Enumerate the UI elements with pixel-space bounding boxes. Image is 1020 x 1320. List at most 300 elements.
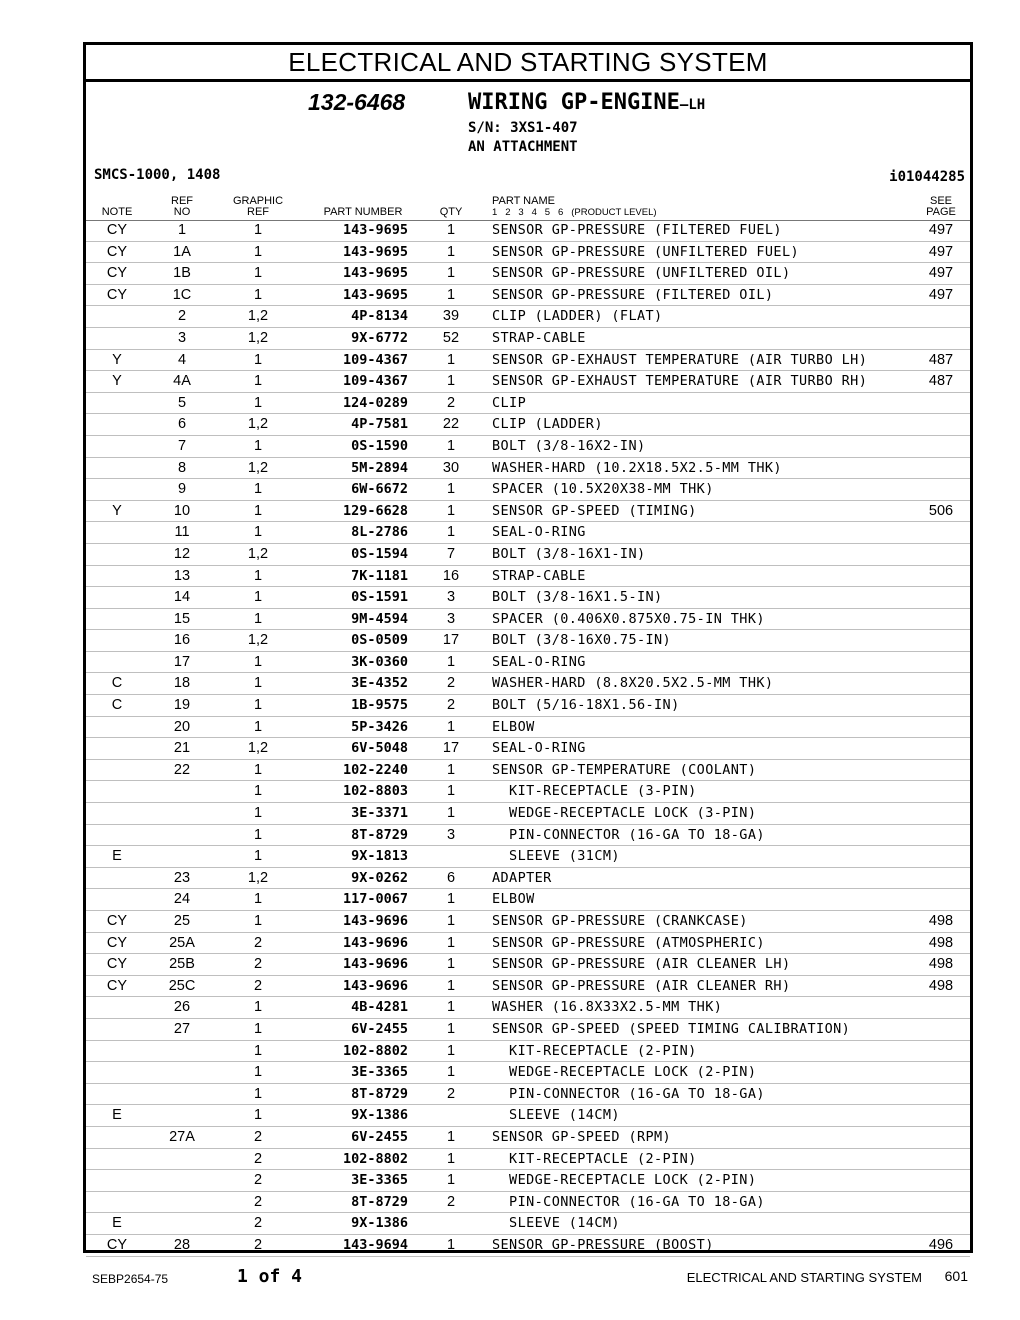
see-page-cell: 498 [928, 913, 954, 929]
part-number-cell: 143-9696 [342, 977, 408, 994]
table-row [86, 609, 970, 631]
part-number-cell: 7K-1181 [351, 567, 408, 584]
note-cell: CY [106, 956, 128, 973]
part-name-cell: WEDGE-RECEPTACLE LOCK (3-PIN) [492, 805, 757, 822]
qty-cell: 1 [446, 977, 456, 994]
part-number-cell: 5M-2894 [351, 459, 408, 476]
part-name-cell: PIN-CONNECTOR (16-GA TO 18-GA) [492, 1085, 765, 1102]
note-cell: CY [106, 243, 128, 260]
part-number-cell: 4P-8134 [351, 308, 408, 325]
part-number-cell: 0S-1591 [351, 589, 408, 606]
parts-page-frame [83, 42, 973, 1253]
graphic-ref-cell: 1 [253, 761, 263, 778]
part-name-cell: SENSOR GP-SPEED (RPM) [492, 1128, 672, 1145]
ref-no-cell: 25 [173, 913, 191, 929]
graphic-ref-cell: 1 [253, 913, 263, 929]
ref-no-cell: 15 [173, 610, 191, 627]
part-name-cell: SEAL-O-RING [492, 524, 586, 541]
part-name-cell: SENSOR GP-PRESSURE (BOOST) [492, 1236, 714, 1253]
graphic-ref-cell: 1 [253, 1042, 263, 1059]
part-number-cell: 124-0289 [342, 394, 408, 411]
graphic-ref-cell: 1 [253, 999, 263, 1016]
part-number-cell: 4P-7581 [351, 416, 408, 433]
ref-no-cell: 2 [177, 308, 187, 325]
header-part-name: PART NAME [492, 195, 555, 207]
ref-no-cell: 18 [173, 675, 191, 692]
ref-no-cell: 1B [173, 265, 191, 282]
table-row [86, 1084, 970, 1106]
qty-cell: 1 [446, 783, 456, 800]
ref-no-cell: 8 [177, 459, 187, 476]
group-name: WIRING GP-ENGINE [468, 90, 680, 115]
part-number-cell: 3E-3365 [351, 1172, 408, 1189]
part-name-cell: PIN-CONNECTOR (16-GA TO 18-GA) [492, 1193, 765, 1210]
graphic-ref-cell: 1 [253, 265, 263, 282]
part-name-cell: SENSOR GP-PRESSURE (FILTERED FUEL) [492, 222, 782, 238]
graphic-ref-cell: 1 [253, 783, 263, 800]
table-row [86, 1170, 970, 1192]
part-number-cell: 5P-3426 [351, 718, 408, 735]
graphic-ref-cell: 1 [253, 826, 263, 843]
graphic-ref-cell: 1 [253, 481, 263, 498]
note-cell: CY [106, 286, 128, 303]
part-number-cell: 9X-1386 [351, 1107, 408, 1124]
header-see-line2: PAGE [926, 206, 956, 218]
footer-doc-id: SEBP2654-75 [92, 1272, 169, 1286]
part-name-cell: SENSOR GP-PRESSURE (UNFILTERED OIL) [492, 265, 791, 282]
qty-cell: 6 [446, 869, 456, 886]
qty-cell: 1 [446, 265, 456, 282]
attachment-label: AN ATTACHMENT [468, 139, 578, 155]
part-name-cell: BOLT (3/8-16X2-IN) [492, 437, 646, 454]
qty-cell: 1 [446, 761, 456, 778]
qty-cell: 16 [442, 567, 460, 584]
qty-cell: 2 [446, 697, 456, 714]
header-ref-line1: REF [171, 195, 193, 207]
graphic-ref-cell: 1,2 [247, 416, 269, 433]
graphic-ref-cell: 1 [253, 805, 263, 822]
part-name-cell: SLEEVE (31CM) [492, 848, 620, 865]
table-row [86, 1213, 970, 1235]
qty-cell: 1 [446, 1150, 456, 1167]
table-row [86, 242, 970, 264]
part-number-cell: 3K-0360 [351, 653, 408, 670]
table-row [86, 868, 970, 890]
part-number-cell: 9X-1813 [351, 848, 408, 865]
qty-cell: 1 [446, 913, 456, 929]
section-title: ELECTRICAL AND STARTING SYSTEM [86, 45, 970, 82]
table-row [86, 414, 970, 436]
ref-no-cell: 16 [173, 632, 191, 649]
note-cell: CY [106, 1236, 128, 1253]
ref-no-cell: 25C [168, 977, 196, 994]
part-name-cell: KIT-RECEPTACLE (3-PIN) [492, 783, 697, 800]
qty-cell: 3 [446, 610, 456, 627]
graphic-ref-cell: 1 [253, 567, 263, 584]
graphic-ref-cell: 1 [253, 502, 263, 519]
table-row [86, 976, 970, 998]
part-name-cell: WASHER (16.8X33X2.5-MM THK) [492, 999, 723, 1016]
part-name-cell: SENSOR GP-PRESSURE (ATMOSPHERIC) [492, 934, 765, 951]
part-number-cell: 0S-1590 [351, 437, 408, 454]
qty-cell: 3 [446, 589, 456, 606]
note-cell: E [112, 1215, 122, 1232]
see-page-cell: 497 [928, 243, 954, 260]
table-row [86, 1019, 970, 1041]
table-row [86, 371, 970, 393]
group-side: —LH [679, 97, 706, 113]
qty-cell: 1 [446, 1236, 456, 1253]
part-number-cell: 102-2240 [342, 761, 408, 778]
qty-cell: 1 [446, 891, 456, 908]
qty-cell: 1 [446, 956, 456, 973]
header-ref-no [152, 196, 212, 218]
header-part-number: PART NUMBER [323, 206, 403, 218]
part-number-cell: 143-9695 [342, 222, 408, 238]
part-number-cell: 6V-5048 [351, 740, 408, 757]
part-name-cell: CLIP [492, 394, 527, 411]
table-row [86, 458, 970, 480]
table-row [86, 1149, 970, 1171]
table-row [86, 673, 970, 695]
table-row [86, 997, 970, 1019]
part-name-cell: WASHER-HARD (8.8X20.5X2.5-MM THK) [492, 675, 774, 692]
table-row [86, 717, 970, 739]
part-name-cell: CLIP (LADDER) (FLAT) [492, 308, 663, 325]
table-row [86, 501, 970, 523]
ref-no-cell: 4 [177, 351, 187, 368]
note-cell: CY [106, 222, 128, 238]
part-name-cell: SLEEVE (14CM) [492, 1107, 620, 1124]
graphic-ref-cell: 1 [253, 351, 263, 368]
part-number-cell: 9M-4594 [351, 610, 408, 627]
qty-cell: 1 [446, 1042, 456, 1059]
part-number-cell: 9X-1386 [351, 1215, 408, 1232]
qty-cell: 1 [446, 653, 456, 670]
qty-cell: 1 [446, 481, 456, 498]
qty-cell: 1 [446, 222, 456, 238]
part-name-cell: ELBOW [492, 891, 535, 908]
graphic-ref-cell: 1,2 [247, 869, 269, 886]
ref-no-cell: 24 [173, 891, 191, 908]
table-row [86, 846, 970, 868]
part-number-cell: 3E-3371 [351, 805, 408, 822]
graphic-ref-cell: 1 [253, 589, 263, 606]
ref-no-cell: 25B [169, 956, 195, 973]
header-see-line1: SEE [929, 195, 952, 207]
table-row [86, 825, 970, 847]
graphic-ref-cell: 1 [253, 524, 263, 541]
part-name-cell: ADAPTER [492, 869, 552, 886]
part-name-cell: PIN-CONNECTOR (16-GA TO 18-GA) [492, 826, 765, 843]
graphic-ref-cell: 1 [253, 1064, 263, 1081]
part-name-cell: SENSOR GP-PRESSURE (AIR CLEANER LH) [492, 956, 791, 973]
qty-cell: 22 [442, 416, 460, 433]
footer-page-of: 1 of 4 [237, 1266, 303, 1287]
part-name-cell: SENSOR GP-TEMPERATURE (COOLANT) [492, 761, 757, 778]
part-name-cell: SENSOR GP-PRESSURE (AIR CLEANER RH) [492, 977, 791, 994]
graphic-ref-cell: 1,2 [247, 308, 269, 325]
table-row [86, 695, 970, 717]
part-name-cell: SPACER (0.406X0.875X0.75-IN THK) [492, 610, 765, 627]
table-row [86, 1062, 970, 1084]
qty-cell: 1 [446, 718, 456, 735]
part-name-cell: SENSOR GP-EXHAUST TEMPERATURE (AIR TURBO LH) [492, 351, 868, 368]
header-ref-line2: NO [173, 206, 191, 218]
ref-no-cell: 26 [173, 999, 191, 1016]
ref-no-cell: 12 [173, 545, 191, 562]
part-name-cell: BOLT (3/8-16X1-IN) [492, 545, 646, 562]
graphic-ref-cell: 1 [253, 891, 263, 908]
qty-cell: 1 [446, 373, 456, 390]
part-name-cell: WASHER-HARD (10.2X18.5X2.5-MM THK) [492, 459, 782, 476]
part-number-cell: 143-9695 [342, 286, 408, 303]
note-cell: C [111, 697, 123, 714]
note-cell: Y [112, 502, 122, 519]
ref-no-cell: 21 [173, 740, 191, 757]
part-name-cell: SENSOR GP-PRESSURE (CRANKCASE) [492, 913, 748, 929]
table-row [86, 220, 970, 242]
graphic-ref-cell: 1 [253, 222, 263, 238]
ref-no-cell: 19 [173, 697, 191, 714]
qty-cell: 52 [442, 329, 460, 346]
part-number-cell: 3E-3365 [351, 1064, 408, 1081]
graphic-ref-cell: 2 [253, 1215, 263, 1232]
table-row [86, 1127, 970, 1149]
table-row [86, 781, 970, 803]
table-row [86, 1105, 970, 1127]
table-row [86, 1235, 970, 1257]
part-name-cell: SENSOR GP-PRESSURE (UNFILTERED FUEL) [492, 243, 799, 260]
part-number-cell: 0S-0509 [351, 632, 408, 649]
part-name-cell: STRAP-CABLE [492, 329, 586, 346]
ref-no-cell: 11 [174, 524, 190, 541]
part-name-cell: SEAL-O-RING [492, 653, 586, 670]
graphic-ref-cell: 2 [253, 1150, 263, 1167]
part-number-cell: 9X-6772 [351, 329, 408, 346]
ref-no-cell: 14 [173, 589, 191, 606]
part-number-cell: 6W-6672 [351, 481, 408, 498]
smcs-code: SMCS-1000, 1408 [94, 167, 221, 183]
parts-table-body [86, 220, 970, 1257]
graphic-ref-cell: 1 [253, 286, 263, 303]
ref-no-cell: 23 [173, 869, 191, 886]
note-cell: CY [106, 977, 128, 994]
see-page-cell: 498 [928, 977, 954, 994]
note-cell: E [112, 1107, 122, 1124]
part-name-cell: SENSOR GP-SPEED (TIMING) [492, 502, 697, 519]
qty-cell: 1 [446, 243, 456, 260]
table-row [86, 760, 970, 782]
ref-no-cell: 6 [177, 416, 187, 433]
graphic-ref-cell: 2 [253, 956, 263, 973]
ref-no-cell: 9 [177, 481, 187, 498]
qty-cell: 2 [446, 394, 456, 411]
qty-cell: 1 [446, 1128, 456, 1145]
table-row [86, 630, 970, 652]
part-name-cell: SENSOR GP-SPEED (SPEED TIMING CALIBRATION) [492, 1020, 851, 1037]
illustration-id: i01044285 [889, 169, 965, 185]
ref-no-cell: 4A [173, 373, 191, 390]
ref-no-cell: 20 [173, 718, 191, 735]
group-part-number: 132-6468 [308, 89, 406, 115]
part-number-cell: 143-9694 [342, 1236, 408, 1253]
ref-no-cell: 1C [172, 286, 192, 303]
ref-no-cell: 22 [173, 761, 191, 778]
see-page-cell: 487 [928, 351, 954, 368]
see-page-cell: 497 [928, 222, 954, 238]
qty-cell: 17 [442, 632, 460, 649]
header-qty: QTY [439, 206, 463, 218]
part-number-cell: 9X-0262 [351, 869, 408, 886]
part-number-cell: 8T-8729 [351, 1085, 408, 1102]
part-name-cell: KIT-RECEPTACLE (2-PIN) [492, 1042, 697, 1059]
part-name-cell: BOLT (5/16-18X1.56-IN) [492, 697, 680, 714]
header-note: NOTE [101, 206, 133, 218]
qty-cell: 1 [446, 1020, 456, 1037]
see-page-cell: 498 [928, 956, 954, 973]
part-number-cell: 8L-2786 [351, 524, 408, 541]
table-row [86, 954, 970, 976]
see-page-cell: 497 [928, 265, 954, 282]
note-cell: C [111, 675, 123, 692]
qty-cell: 2 [446, 1085, 456, 1102]
part-number-cell: 109-4367 [342, 351, 408, 368]
header-see-page [912, 196, 970, 218]
table-row [86, 328, 970, 350]
part-name-cell: KIT-RECEPTACLE (2-PIN) [492, 1150, 697, 1167]
graphic-ref-cell: 1,2 [247, 329, 269, 346]
ref-no-cell: 17 [173, 653, 191, 670]
graphic-ref-cell: 1 [253, 697, 263, 714]
qty-cell: 1 [446, 805, 456, 822]
part-number-cell: 1B-9575 [351, 697, 408, 714]
part-number-cell: 102-8802 [342, 1150, 408, 1167]
ref-no-cell: 27 [173, 1020, 191, 1037]
ref-no-cell: 13 [173, 567, 191, 584]
table-row [86, 544, 970, 566]
graphic-ref-cell: 1 [253, 675, 263, 692]
qty-cell: 30 [442, 459, 460, 476]
part-number-cell: 4B-4281 [351, 999, 408, 1016]
ref-no-cell: 28 [173, 1236, 191, 1253]
table-row [86, 738, 970, 760]
ref-no-cell: 27A [169, 1128, 195, 1145]
note-cell: Y [112, 373, 122, 390]
graphic-ref-cell: 1 [253, 718, 263, 735]
part-name-cell: BOLT (3/8-16X1.5-IN) [492, 589, 663, 606]
table-row [86, 306, 970, 328]
table-row [86, 285, 970, 307]
part-number-cell: 143-9695 [342, 243, 408, 260]
qty-cell: 1 [446, 524, 456, 541]
part-number-cell: 129-6628 [342, 502, 408, 519]
graphic-ref-cell: 1 [253, 848, 263, 865]
see-page-cell: 487 [928, 373, 954, 390]
part-number-cell: 6V-2455 [351, 1128, 408, 1145]
graphic-ref-cell: 2 [253, 977, 263, 994]
table-row [86, 479, 970, 501]
see-page-cell: 496 [928, 1236, 954, 1253]
graphic-ref-cell: 1 [253, 437, 263, 454]
qty-cell: 1 [446, 1064, 456, 1081]
qty-cell: 1 [446, 437, 456, 454]
table-row [86, 522, 970, 544]
group-title [468, 90, 705, 115]
graphic-ref-cell: 1,2 [247, 459, 269, 476]
ref-no-cell: 1A [173, 243, 191, 260]
part-name-cell: CLIP (LADDER) [492, 416, 603, 433]
qty-cell: 17 [442, 740, 460, 757]
qty-cell: 7 [446, 545, 456, 562]
qty-cell: 1 [446, 286, 456, 303]
part-number-cell: 143-9696 [342, 913, 408, 929]
table-header [86, 194, 970, 221]
table-row [86, 587, 970, 609]
part-number-cell: 8T-8729 [351, 1193, 408, 1210]
table-row [86, 889, 970, 911]
part-number-cell: 102-8802 [342, 1042, 408, 1059]
part-name-cell: SLEEVE (14CM) [492, 1215, 620, 1232]
part-name-cell: SENSOR GP-PRESSURE (FILTERED OIL) [492, 286, 774, 303]
table-row [86, 350, 970, 372]
graphic-ref-cell: 2 [253, 1236, 263, 1253]
table-row [86, 263, 970, 285]
table-row [86, 911, 970, 933]
note-cell: CY [106, 265, 128, 282]
ref-no-cell: 7 [177, 437, 187, 454]
part-name-cell: ELBOW [492, 718, 535, 735]
graphic-ref-cell: 1,2 [247, 740, 269, 757]
graphic-ref-cell: 1 [253, 653, 263, 670]
graphic-ref-cell: 1 [253, 373, 263, 390]
graphic-ref-cell: 2 [253, 934, 263, 951]
part-number-cell: 6V-2455 [351, 1020, 408, 1037]
graphic-ref-cell: 1 [253, 243, 263, 260]
graphic-ref-cell: 1 [253, 394, 263, 411]
table-row [86, 933, 970, 955]
part-name-cell: BOLT (3/8-16X0.75-IN) [492, 632, 672, 649]
part-number-cell: 8T-8729 [351, 826, 408, 843]
graphic-ref-cell: 2 [253, 1172, 263, 1189]
graphic-ref-cell: 1,2 [247, 632, 269, 649]
ref-no-cell: 3 [177, 329, 187, 346]
part-number-cell: 109-4367 [342, 373, 408, 390]
graphic-ref-cell: 1 [253, 1020, 263, 1037]
part-number-cell: 143-9696 [342, 956, 408, 973]
table-row [86, 652, 970, 674]
part-number-cell: 143-9696 [342, 934, 408, 951]
table-row [86, 803, 970, 825]
ref-no-cell: 10 [173, 502, 191, 519]
graphic-ref-cell: 1 [253, 610, 263, 627]
see-page-cell: 497 [928, 286, 954, 303]
header-product-level: 1 2 3 4 5 6 (PRODUCT LEVEL) [492, 207, 657, 218]
table-row [86, 393, 970, 415]
ref-no-cell: 1 [177, 222, 187, 238]
qty-cell: 1 [446, 351, 456, 368]
qty-cell: 2 [446, 675, 456, 692]
qty-cell: 1 [446, 999, 456, 1016]
note-cell: CY [106, 913, 128, 929]
part-name-cell: WEDGE-RECEPTACLE LOCK (2-PIN) [492, 1172, 757, 1189]
ref-no-cell: 25A [169, 934, 195, 951]
note-cell: E [112, 848, 122, 865]
part-number-cell: 102-8803 [342, 783, 408, 800]
serial-number: S/N: 3XS1-407 [468, 120, 578, 136]
header-graphic-line2: REF [247, 206, 269, 218]
see-page-cell: 498 [928, 934, 954, 951]
